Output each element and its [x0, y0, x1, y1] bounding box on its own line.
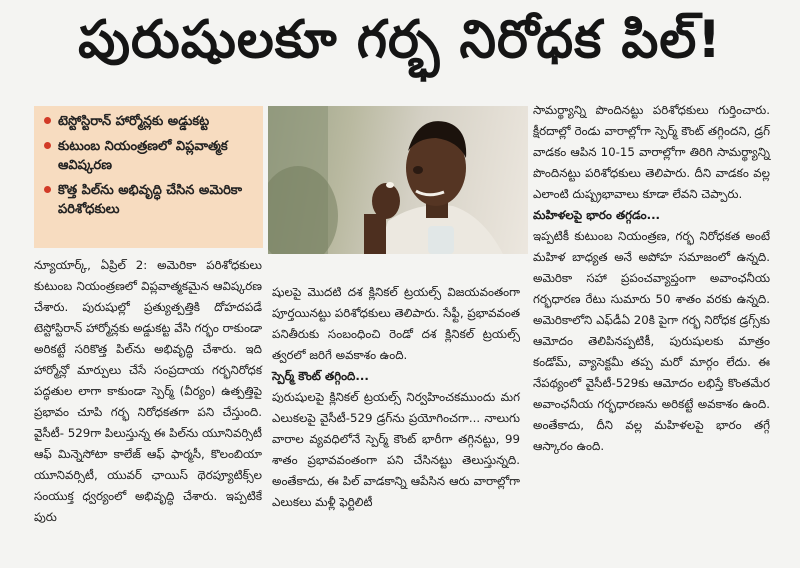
subheading: స్పెర్మ్ కౌంట్ తగ్గింది... — [272, 369, 369, 383]
article-column-3 — [533, 100, 770, 457]
bullet-icon — [44, 142, 51, 149]
article-paragraph: షులపై మొదటి దశ క్లినికల్ ట్రయల్స్ విజయవంతంగా పూర్తయినట్టు పరిశోధకులు తెలిపారు. సేఫ్టీ, ప్రభావవంత పనితీరుకు సంబంధించి రెండో దశ క్లినికల్ ట్రయల్స్ త్వరలో జరిగే అవకాశం ఉంది. — [272, 285, 520, 362]
article-paragraph: సామర్థ్యాన్ని పొందినట్టు పరిశోధకులు గుర్తించారు. క్షీరదాల్లో రెండు వారాల్లోగా స్పెర్మ్ కౌంట్ తగ్గిందని, డ్రగ్ వాడకం ఆపిన 10-15 వారాల్లోగా తిరిగి సామర్థ్యాన్ని పొందినట్టు పరిశోధకులు తెలిపారు. దీని వాడకం వల్ల ఎలాంటి దుష్ప్రభావాలు కూడా లేవని చెప్పారు. — [533, 103, 770, 201]
highlight-item — [42, 137, 255, 175]
article-column-1 — [34, 255, 262, 528]
highlights-box — [34, 106, 263, 248]
highlight-text: కుటుంబ నియంత్రణలో విప్లవాత్మక ఆవిష్కరణ — [58, 139, 228, 173]
highlight-item — [42, 181, 255, 219]
article-paragraph: ఇప్పటికీ కుటుంబ నియంత్రణ, గర్భ నిరోధకత అంటే మహిళ బాధ్యత అనే అపోహ సమాజంలో ఉన్నది. అమెరికా సహా ప్రపంచవ్యాప్తంగా అవాంఛనీయ గర్భధారణ రేటు సుమారు 50 శాతం వరకు ఉన్నది. అమెరికాలోని ఎఫ్‌డీఏ 20కి పైగా గర్భ నిరోధక డ్రగ్స్‌కు ఆమోదం తెలిపినప్పటికీ, పురుషులకు మాత్రం కండోమ్, వ్యాసెక్టమీ తప్ప మరో మార్గం లేదు. ఈ నేపథ్యంలో వైసీటీ-529కు ఆమోదం లభిస్తే కొంతమేర అవాంఛనీయ గర్భధారణను అరికట్టే అవకాశం ఉంది. అంతేకాదు, దీని వల్ల మహిళలపై భారం తగ్గే ఆస్కారం ఉంది. — [533, 229, 770, 453]
highlights-list — [42, 112, 255, 219]
article-paragraph: పురుషులపై క్లినికల్ ట్రయల్స్ నిర్వహించకముందు మగ ఎలుకలపై వైసీటీ-529 డ్రగ్‌ను ప్రయోగించగా... నాలుగు వారాల వ్యవధిలోనే స్పెర్మ్ కౌంట్ భారీగా తగ్గినట్టు, 99 శాతం ప్రభావవంతంగా పని చేసినట్టు తెలుస్తున్నది. అంతేకాదు, ఈ పిల్ వాడకాన్ని ఆపేసిన ఆరు వారాల్లోగా ఎలుకలు మళ్లీ ఫెర్టిలిటీ — [272, 390, 520, 509]
man-taking-pill-photo — [268, 106, 528, 254]
page-title: పురుషులకూ గర్భ నిరోధక పిల్! — [78, 9, 722, 70]
article-paragraph: న్యూయార్క్, ఏప్రిల్ 2: అమెరికా పరిశోధకులు కుటుంబ నియంత్రణలో విప్లవాత్మకమైన ఆవిష్కరణ చేశారు. పురుషుల్లో ప్రత్యుత్పత్తికి దోహదపడే టెస్టోస్టిరాన్ హార్మోన్లకు అడ్డుకట్ట వేసి గర్భం రాకుండా అరికట్టే సరికొత్త పిల్‌ను అభివృద్ధి చేశారు. ఇది హార్మోన్లో మార్పులు చేసే సంప్రదాయ గర్భనిరోధక పద్ధతుల లాగా కాకుండా స్పెర్మ్ (వీర్యం) ఉత్పత్తిపై ప్రభావం చూపి గర్భ నిరోధకతగా పని చేస్తుంది. వైసీటీ- 529గా పిలుస్తున్న ఈ పిల్‌ను యూనివర్సిటీ ఆఫ్ మిన్నెసోటా కాలేజ్ ఆఫ్ ఫార్మసీ, కొలంబియా యూనివర్సిటీ, యువర్ ఛాయిస్ థెరప్యూటిక్స్‌ల సంయుక్త ధ్వర్యంలో అభివృద్ధి చేశారు. ఇప్పటికే పురు — [34, 258, 262, 524]
photo-illustration — [268, 106, 528, 254]
highlight-item — [42, 112, 255, 131]
highlight-text: టెస్టోస్టిరాన్ హార్మోన్లకు అడ్డుకట్ట — [58, 114, 210, 129]
subheading: మహిళలపై భారం తగ్గడం... — [533, 208, 661, 222]
bullet-icon — [44, 117, 51, 124]
headline-banner — [0, 0, 800, 92]
highlight-text: కొత్త పిల్‌ను అభివృద్ధి చేసిన అమెరికా పరిశోధకులు — [58, 183, 243, 217]
article-column-2 — [272, 282, 520, 513]
bullet-icon — [44, 186, 51, 193]
